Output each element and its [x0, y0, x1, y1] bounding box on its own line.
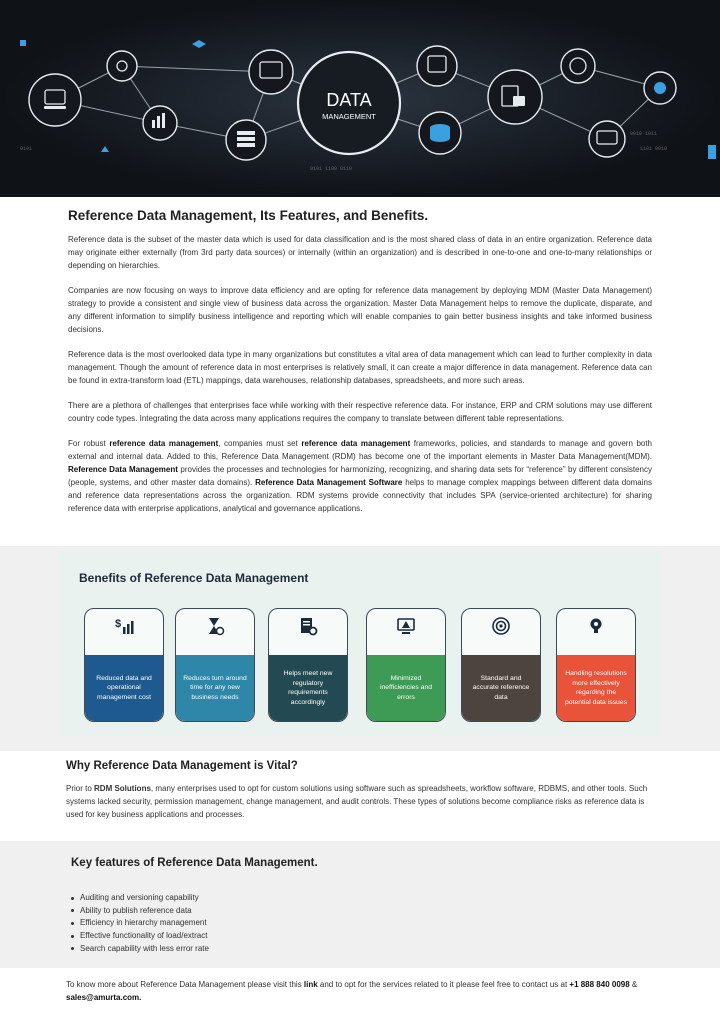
text: &	[629, 980, 638, 989]
list-item: Search capability with less error rate	[80, 943, 209, 956]
why-section	[66, 760, 656, 821]
why-paragraph	[66, 782, 656, 821]
bold-term: RDM Solutions	[94, 784, 151, 793]
article	[68, 208, 652, 527]
hero-title-line1: DATA	[326, 90, 372, 110]
benefit-label: Handling resolutions more effectively regarding the potential data issues	[557, 655, 635, 721]
svg-text:0101: 0101	[20, 146, 33, 152]
benefit-label: Helps meet new regulatory requirements accordingly	[269, 655, 347, 721]
phone-number[interactable]: +1 888 840 0098	[569, 980, 630, 989]
article-title: Reference Data Management, Its Features, and Benefits.	[68, 208, 429, 223]
text: provides the processes and technologies for harmonizing, recognizing, and sharing data sets for “reference” by different consistency (people, systems, and other master data domains).	[68, 465, 652, 487]
benefit-tile	[268, 608, 348, 722]
benefit-tile	[175, 608, 255, 722]
text: For robust	[68, 439, 110, 448]
list-item: Auditing and versioning capability	[80, 892, 209, 905]
text: helps to manage complex mappings between different data domains and reference data representations across the organization. RDM systems provide connectivity that includes SPA (service-oriented architecture) for sharing reference data with enterprise applications, analytical and governance applications.	[68, 478, 652, 513]
svg-text:1101 0010: 1101 0010	[640, 146, 668, 152]
text: To know more about Reference Data Management please visit this	[66, 980, 304, 989]
document-gear-icon	[269, 611, 347, 641]
warning-monitor-icon	[367, 611, 445, 641]
benefits-infographic	[60, 551, 660, 735]
paragraph-2: Companies are now focusing on ways to improve data efficiency and are opting for reference data management by deploying MDM (Master Data Management) strategy to provide a consistent and single view of business data across the organization. Master Data Management helps to remove the duplicate, disparate, and any different information to simplify business intelligence and reporting which will enable companies to gain better business insights and take informed business decisions.	[68, 286, 652, 334]
text: Prior to	[66, 784, 95, 793]
svg-text:0010 1011: 0010 1011	[630, 131, 658, 137]
text: and to opt for the services related to it please feel free to contact us at	[317, 980, 570, 989]
benefit-tile	[84, 608, 164, 722]
paragraph-4: There are a plethora of challenges that enterprises face while working with their respective reference data. For instance, ERP and CRM solutions may use different country code types. Integrating the data across many applications requires the company to translate between different table representations.	[68, 401, 652, 423]
benefit-label: Standard and accurate reference data	[462, 655, 540, 721]
bulb-gear-icon	[557, 611, 635, 641]
benefits-section	[0, 546, 720, 751]
list-item: Efficiency in hierarchy management	[80, 917, 209, 930]
text: , companies must set	[218, 439, 302, 448]
bold-term: Reference Data Management	[68, 465, 178, 474]
hourglass-icon	[176, 611, 254, 641]
target-icon	[462, 611, 540, 641]
svg-text:$: $	[115, 618, 122, 630]
key-features-list	[80, 892, 209, 956]
contact-footer	[66, 978, 658, 1004]
benefit-label: Minimized inefficiencies and errors	[367, 655, 445, 721]
key-features-title: Key features of Reference Data Management.	[71, 857, 318, 869]
benefit-tile	[461, 608, 541, 722]
paragraph-5	[68, 437, 652, 515]
bold-term: reference data management	[301, 439, 411, 448]
benefit-label: Reduced data and operational management cost	[85, 655, 163, 721]
benefit-label: Reduces turn around time for any new business needs	[176, 655, 254, 721]
list-item: Ability to publish reference data	[80, 905, 209, 918]
paragraph-1: Reference data is the subset of the master data which is used for data classification and is the most shared class of data in an entire organization. Reference data may originate either externally (from 3rd party data sources) or internally (within an organization) and is described in one-to-one and one-to-many relationships or depending on hierarchies.	[68, 235, 652, 270]
paragraph-3: Reference data is the most overlooked data type in many organizations but constitutes a vital area of data management which can lead to further complexity in data management. Though the amount of reference data in most enterprises is relatively small, it can create a major difference in data management. Reference data can be found in extra-transform load (ETL) mappings, data warehouses, relationship databases, spreadsheets, and more such areas.	[68, 350, 652, 385]
benefit-tile	[556, 608, 636, 722]
more-info-link[interactable]: link	[303, 980, 318, 989]
text: frameworks, policies, and standards to manage and govern both external and internal data. Added to this, Reference Data Management (RDM) has become one of the important elements in Master Data Management(MDM).	[68, 439, 653, 461]
data-management-network-graphic	[0, 0, 720, 197]
bold-term: Reference Data Management Software	[255, 478, 403, 487]
email-link[interactable]: sales@amurta.com.	[66, 993, 142, 1002]
why-title: Why Reference Data Management is Vital?	[66, 760, 298, 772]
benefits-title: Benefits of Reference Data Management	[79, 571, 309, 585]
hero-banner	[0, 0, 720, 197]
text: , many enterprises used to opt for custom solutions using software such as spreadsheets, workflow software, RDBMS, and other tools. Such systems lacked security, permission management, change management, and audit controls. These types of solutions become compliance risks as reference data is used for key business applications and processes.	[66, 784, 648, 819]
hero-title-line2: MANAGEMENT	[322, 112, 376, 121]
svg-text:0101 1100 0110: 0101 1100 0110	[310, 166, 353, 172]
benefit-tile	[366, 608, 446, 722]
list-item: Effective functionality of load/extract	[80, 930, 209, 943]
key-features-section	[0, 841, 720, 968]
dollar-chart-icon	[85, 611, 163, 641]
bold-term: reference data management	[109, 439, 219, 448]
